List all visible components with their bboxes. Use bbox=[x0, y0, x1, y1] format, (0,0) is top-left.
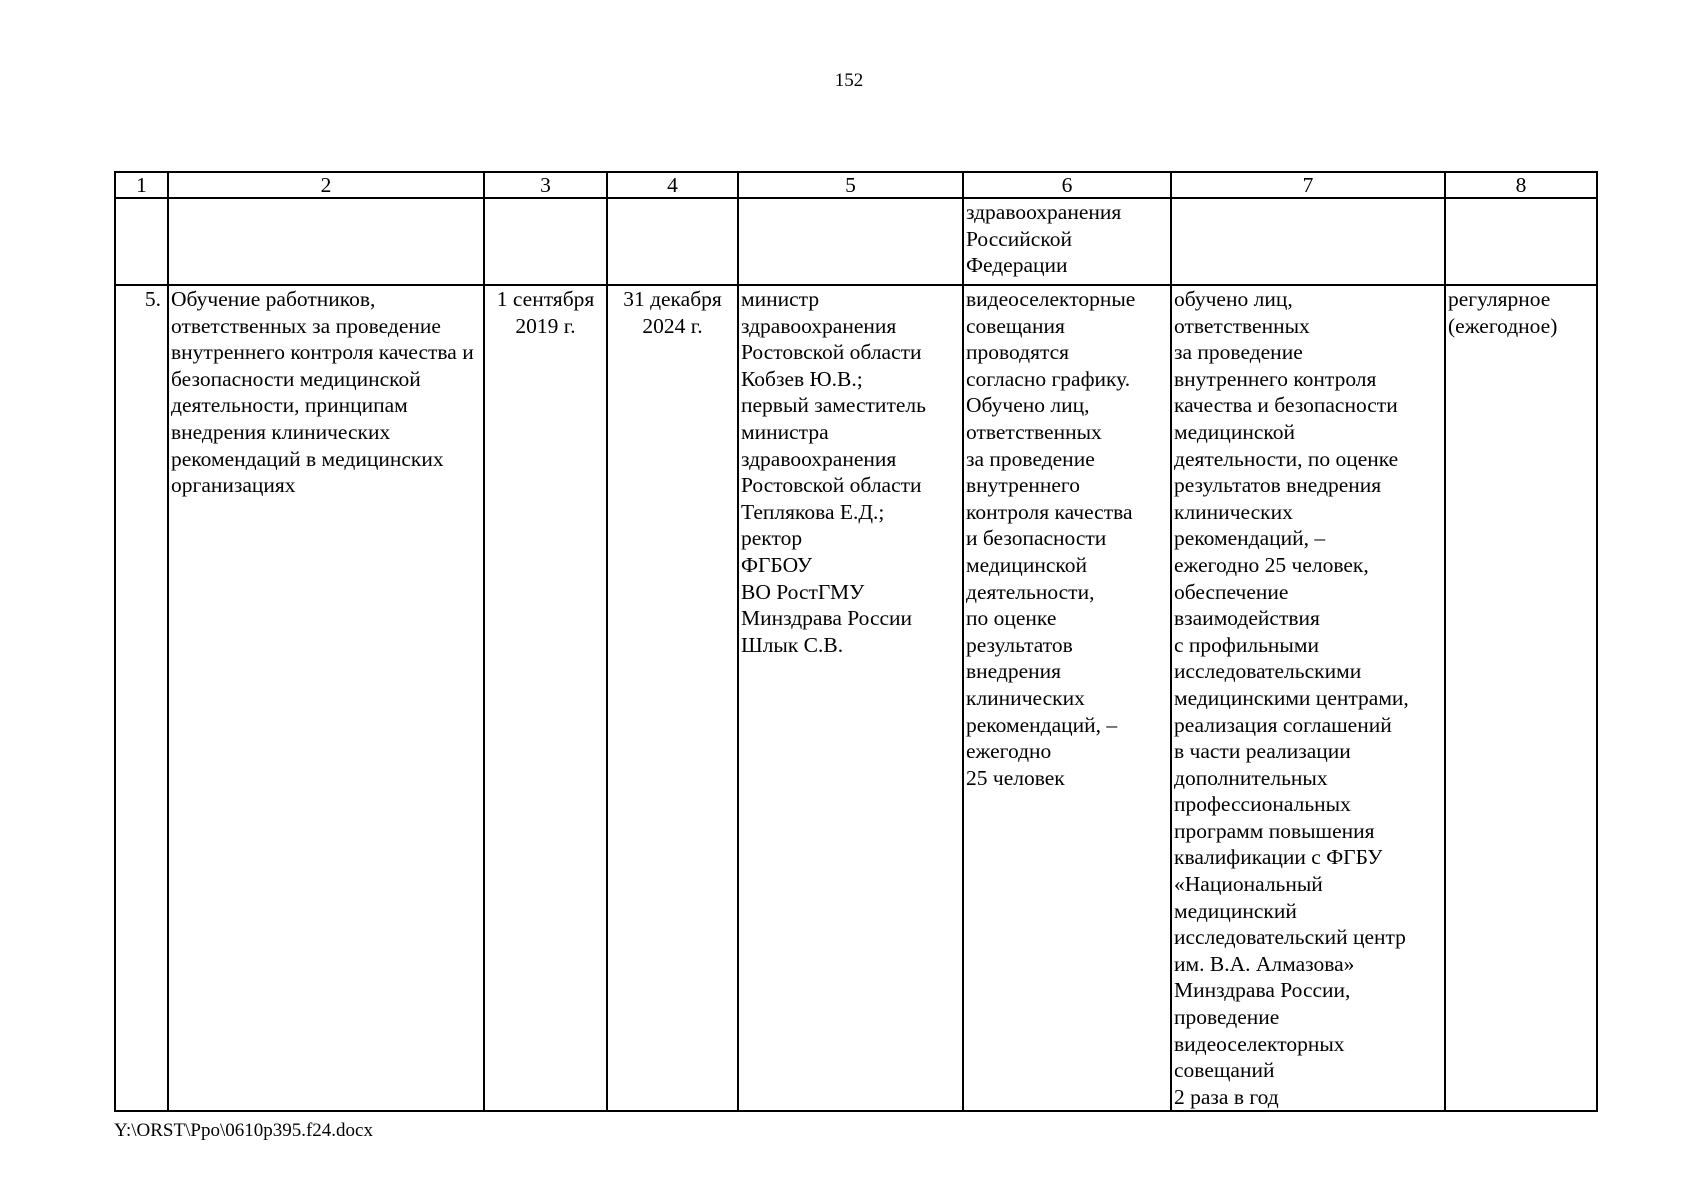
start-date-cell: 1 сентября 2019 г. bbox=[484, 285, 607, 1111]
table-row bbox=[115, 285, 1597, 1111]
table-cell bbox=[1445, 198, 1597, 285]
table-cell bbox=[484, 198, 607, 285]
result-cell: обучено лиц, ответственных за проведение внутреннего контроля качества и безопасности медицинской деятельности, по оценке результатов внедрения клинических рекомендаций, – ежегодно 25 человек, обеспечение взаимодействия с профильными исследовательскими медицинскими центрами, реализация соглашений в части реализации дополнительных профессиональных программ повышения квалификации с ФГБУ «Национальный медицинский исследовательский центр им. В.А. Алмазова» Минздрава России, проведение видеоселекторных совещаний 2 раза в год bbox=[1171, 285, 1445, 1111]
file-path-footer: Y:\ORST\Ppo\0610p395.f24.docx bbox=[114, 1120, 373, 1141]
column-number-header: 3 bbox=[484, 172, 607, 198]
column-number-header: 1 bbox=[115, 172, 168, 198]
activity-cell: Обучение работников, ответственных за проведение внутреннего контроля качества и безопасности медицинской деятельности, принципам внедрения клинических рекомендаций в медицинских организациях bbox=[168, 285, 484, 1111]
continuation-text: здравоохранения Российской Федерации bbox=[963, 198, 1171, 285]
continuation-row bbox=[115, 198, 1597, 285]
column-number-header: 6 bbox=[963, 172, 1171, 198]
page-number: 152 bbox=[834, 70, 864, 91]
table-cell bbox=[168, 198, 484, 285]
column-number-header: 7 bbox=[1171, 172, 1445, 198]
periodicity-cell: регулярное (ежегодное) bbox=[1445, 285, 1597, 1111]
column-number-header: 8 bbox=[1445, 172, 1597, 198]
table-header-row bbox=[115, 172, 1597, 198]
document-table bbox=[114, 171, 1598, 1112]
responsible-cell: министр здравоохранения Ростовской области Кобзев Ю.В.; первый заместитель министра здравоохранения Ростовской области Теплякова Е.Д.; ректор ФГБОУ ВО РостГМУ Минздрава России Шлык С.В. bbox=[738, 285, 963, 1111]
end-date-cell: 31 декабря 2024 г. bbox=[607, 285, 738, 1111]
table-cell bbox=[738, 198, 963, 285]
row-number: 5. bbox=[115, 285, 168, 1111]
column-number-header: 5 bbox=[738, 172, 963, 198]
column-number-header: 4 bbox=[607, 172, 738, 198]
column-number-header: 2 bbox=[168, 172, 484, 198]
table-cell bbox=[115, 198, 168, 285]
table-cell bbox=[1171, 198, 1445, 285]
table-cell bbox=[607, 198, 738, 285]
characteristic-cell: видеоселекторные совещания проводятся согласно графику. Обучено лиц, ответственных за проведение внутреннего контроля качества и безопасности медицинской деятельности, по оценке результатов внедрения клинических рекомендаций, – ежегодно 25 человек bbox=[963, 285, 1171, 1111]
